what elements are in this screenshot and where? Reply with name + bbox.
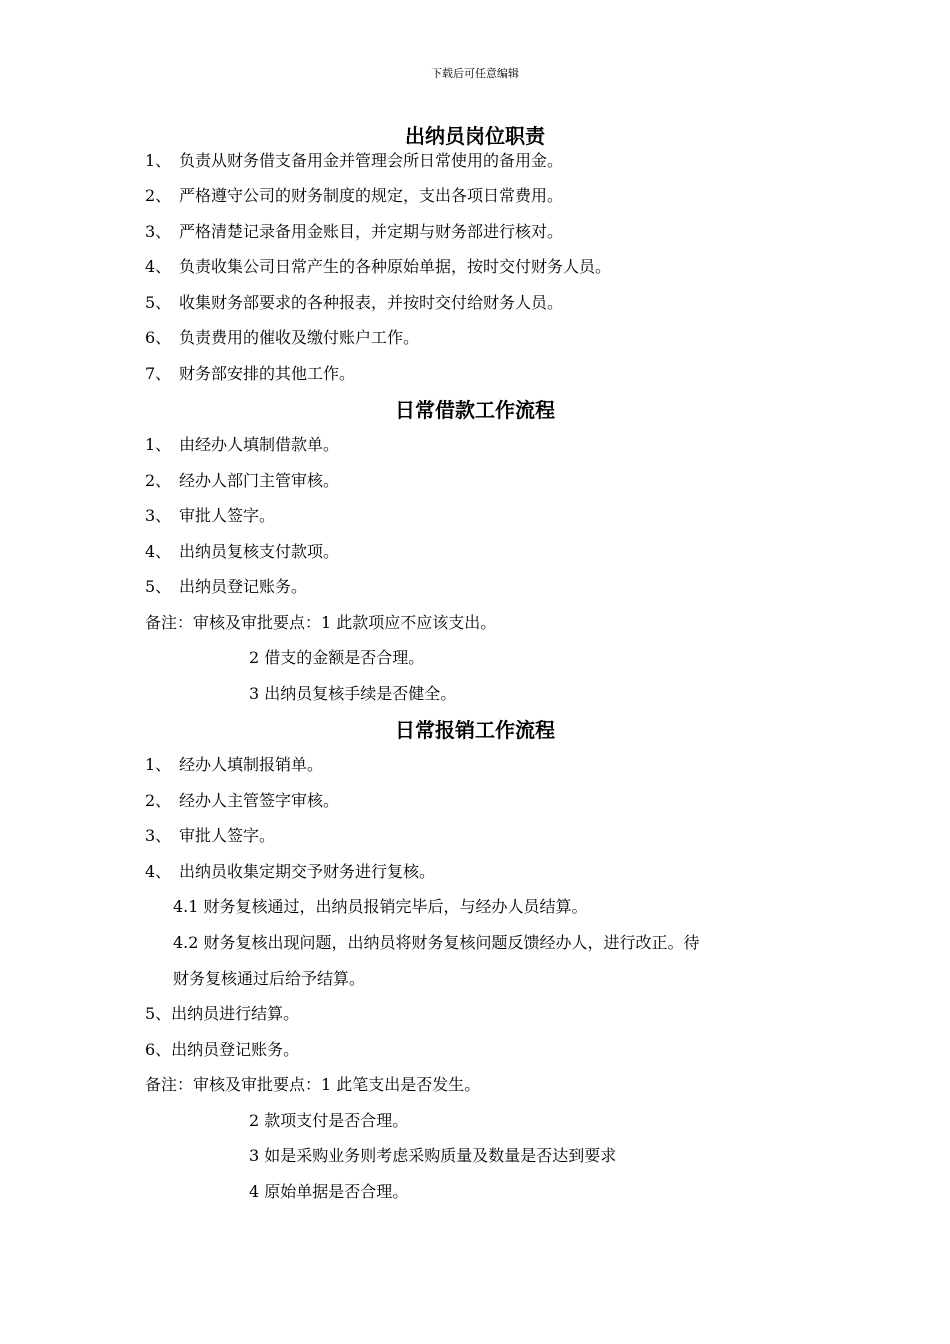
note-line: 3 出纳员复核手续是否健全。 <box>249 684 457 703</box>
list-item-number: 5、 <box>145 577 172 596</box>
list-item <box>145 327 419 349</box>
list-item-number: 7、 <box>145 364 172 383</box>
note-line: 4 原始单据是否合理。 <box>249 1182 409 1201</box>
list-item-number: 4、 <box>145 862 172 881</box>
list-item-number: 1、 <box>145 435 172 454</box>
list-item-number: 6、 <box>145 328 172 347</box>
list-item-text: 出纳员复核支付款项。 <box>179 542 340 561</box>
list-item-text: 经办人填制报销单。 <box>179 755 324 774</box>
list-item <box>145 185 563 207</box>
list-item-text: 经办人主管签字审核。 <box>179 791 340 810</box>
list-item-text: 负责收集公司日常产生的各种原始单据，按时交付财务人员。 <box>179 257 612 276</box>
list-item: 5、出纳员进行结算。 <box>145 1004 300 1023</box>
list-item-text: 严格遵守公司的财务制度的规定，支出各项日常费用。 <box>179 186 564 205</box>
list-item-text: 由经办人填制借款单。 <box>179 435 340 454</box>
list-item-text: 审批人签字。 <box>179 506 276 525</box>
list-item <box>145 576 307 598</box>
note-line: 2 借支的金额是否合理。 <box>249 648 425 667</box>
list-item-number: 2、 <box>145 791 172 810</box>
list-item <box>145 470 339 492</box>
section-title-reimbursement-process: 日常报销工作流程 <box>395 718 555 742</box>
list-item <box>145 363 355 385</box>
list-item-number: 2、 <box>145 471 172 490</box>
list-item <box>145 150 563 172</box>
section-title-loan-process: 日常借款工作流程 <box>395 398 555 422</box>
note-line: 备注：审核及审批要点：1 此款项应不应该支出。 <box>145 613 497 632</box>
section-title-cashier-duties: 出纳员岗位职责 <box>405 124 545 148</box>
note-line: 3 如是采购业务则考虑采购质量及数量是否达到要求 <box>249 1146 617 1165</box>
list-item <box>145 292 563 314</box>
list-item-number: 4、 <box>145 257 172 276</box>
list-item-text: 出纳员登记账务。 <box>179 577 308 596</box>
list-item-text: 严格清楚记录备用金账目，并定期与财务部进行核对。 <box>179 222 564 241</box>
list-item-number: 3、 <box>145 826 172 845</box>
list-item <box>145 434 339 456</box>
sub-item: 4.2 财务复核出现问题，出纳员将财务复核问题反馈经办人，进行改正。待 <box>173 933 700 952</box>
list-item-number: 3、 <box>145 222 172 241</box>
list-item-number: 3、 <box>145 506 172 525</box>
list-item-text: 负责从财务借支备用金并管理会所日常使用的备用金。 <box>179 151 564 170</box>
header-note: 下载后可任意编辑 <box>431 67 519 80</box>
list-item-number: 2、 <box>145 186 172 205</box>
note-line: 2 款项支付是否合理。 <box>249 1111 409 1130</box>
list-item <box>145 825 275 847</box>
list-item-number: 1、 <box>145 151 172 170</box>
list-item-text: 审批人签字。 <box>179 826 276 845</box>
list-item-text: 负责费用的催收及缴付账户工作。 <box>179 328 420 347</box>
list-item <box>145 221 563 243</box>
sub-item: 4.1 财务复核通过，出纳员报销完毕后，与经办人员结算。 <box>173 897 588 916</box>
list-item-text: 出纳员收集定期交予财务进行复核。 <box>179 862 436 881</box>
list-item <box>145 861 435 883</box>
list-item-text: 收集财务部要求的各种报表，并按时交付给财务人员。 <box>179 293 564 312</box>
list-item: 6、出纳员登记账务。 <box>145 1040 300 1059</box>
list-item-number: 4、 <box>145 542 172 561</box>
list-item <box>145 541 339 563</box>
list-item-text: 财务部安排的其他工作。 <box>179 364 356 383</box>
list-item-text: 经办人部门主管审核。 <box>179 471 340 490</box>
note-line: 备注：审核及审批要点：1 此笔支出是否发生。 <box>145 1075 481 1094</box>
list-item <box>145 754 323 776</box>
list-item <box>145 505 275 527</box>
sub-item-continuation: 财务复核通过后给予结算。 <box>173 969 366 988</box>
list-item <box>145 790 339 812</box>
list-item <box>145 256 611 278</box>
list-item-number: 5、 <box>145 293 172 312</box>
list-item-number: 1、 <box>145 755 172 774</box>
